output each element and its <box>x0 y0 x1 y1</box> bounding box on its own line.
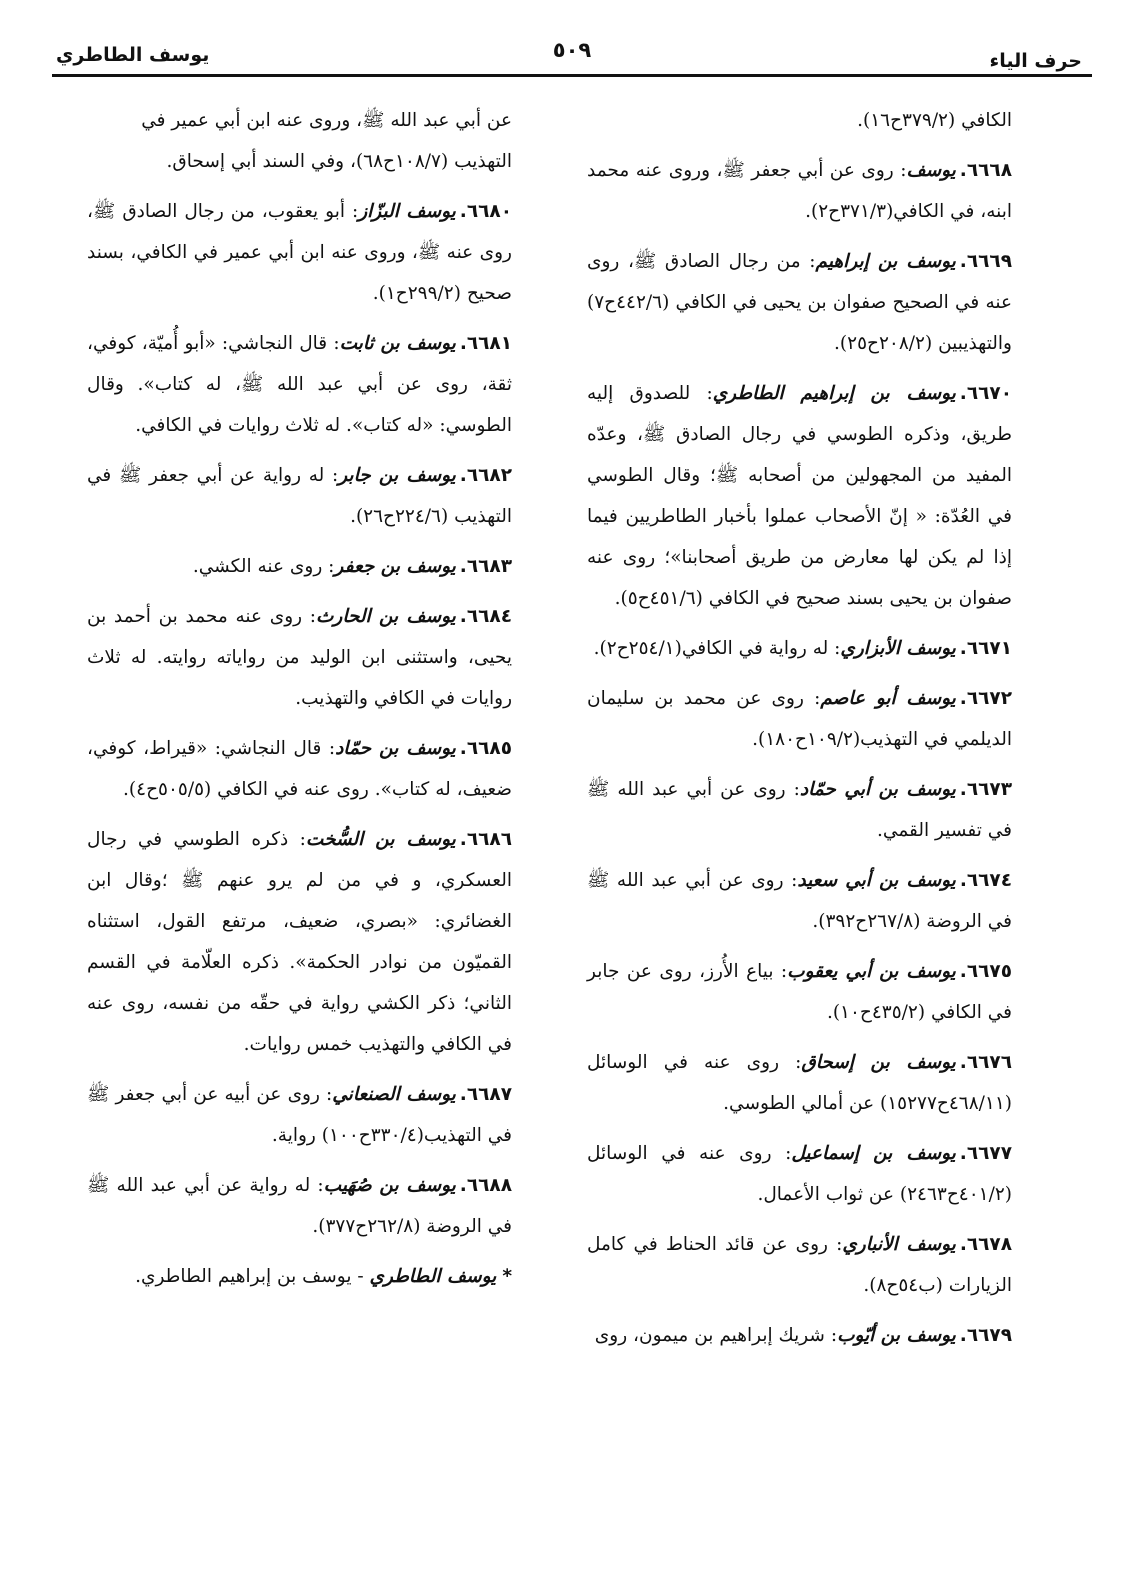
entry-name: يوسف بن جعفر <box>334 556 456 577</box>
entry-text: : روى عنه في الوسائل (٤٠١/٢ح٢٤٦٣) عن ثواب الأعمال. <box>587 1143 1012 1205</box>
entry-name: يوسف بن حمّاد <box>335 738 456 759</box>
entry-name: يوسف بن أبي حمّاد <box>799 779 956 800</box>
biography-entry <box>587 678 1012 760</box>
entry-number: ٦٦٧٤. <box>959 870 1013 891</box>
entry-text: الكافي (٣٧٩/٢ح١٦). <box>857 110 1012 131</box>
entry-number: ٦٦٧٥. <box>959 961 1012 982</box>
entry-number: ٦٦٧٨. <box>959 1234 1013 1255</box>
entry-name: يوسف بن أبي يعقوب <box>787 961 956 982</box>
entry-number: ٦٦٦٩. <box>959 251 1012 272</box>
entry-text: : روى عن قائد الحناط في كامل الزيارات (ب٥٤ح٨). <box>587 1234 1012 1296</box>
entry-text: : له رواية عن أبي عبد الله ﷺ في الروضة (٢٦٢/٨ح٣٧٧). <box>87 1175 512 1237</box>
entry-text: : بياع الأُرز، روى عن جابر في الكافي (٤٣٥/٢ح١٠). <box>587 961 1012 1023</box>
entry-name: يوسف بن إسماعيل <box>791 1143 956 1164</box>
entry-text: عن أبي عبد الله ﷺ، وروى عنه ابن أبي عمير في التهذيب (١٠٨/٧ح٦٨)، وفي السند أبي إسحاق. <box>141 110 512 172</box>
entry-number: ٦٦٧١. <box>959 638 1012 659</box>
entry-name: يوسف بن ثابت <box>339 333 456 354</box>
entry-number: ٦٦٨٦. <box>459 829 512 850</box>
entry-number: ٦٦٧٦. <box>959 1052 1012 1073</box>
header-section-title: حرف الياء <box>989 50 1082 72</box>
biography-entry <box>587 1315 1012 1356</box>
entry-text: : من رجال الصادق ﷺ، روى عنه في الصحيح صفوان بن يحيى في الكافي (٤٤٢/٦ح٧) والتهذيبين (٢٠٨/٢ح٢٥). <box>587 251 1012 354</box>
entry-name: يوسف <box>906 160 956 181</box>
biography-entry <box>87 1165 512 1247</box>
biography-entry <box>87 1256 512 1297</box>
entry-number: ٦٦٨٣. <box>459 556 512 577</box>
biography-entry <box>587 150 1012 232</box>
entry-name: يوسف الأنباري <box>842 1234 956 1255</box>
entry-name: يوسف بن إسحاق <box>801 1052 956 1073</box>
header-rule <box>52 74 1092 77</box>
entry-name: يوسف بن السُّخت <box>305 829 456 850</box>
entry-text: : روى عن أبي جعفر ﷺ، وروى عنه محمد ابنه، في الكافي(٣٧١/٣ح٢). <box>587 160 1012 222</box>
left-column <box>87 100 512 1306</box>
entry-number: ٦٦٨٢. <box>459 465 512 486</box>
entry-text: : للصدوق إليه طريق، وذكره الطوسي في رجال الصادق ﷺ، وعدّه المفيد من المجهولين من أصحابه ﷺ؛ وقال الطوسي في العُدّة: « إنّ الأصحاب عملوا بأخبار الطاطريين فيما إذا لم يكن لها معارض من طريق أصحابنا»؛ روى عنه صفوان بن يحيى بسند صحيح في الكافي (٤٥١/٦ح٥). <box>587 383 1012 609</box>
entry-number: ٦٦٦٨. <box>959 160 1012 181</box>
entry-text: : ذكره الطوسي في رجال العسكري، و في من لم يرو عنهم ﷺ ؛وقال ابن الغضائري: «بصري، ضعيف، مرتفع القول، استثناه القميّون من نوادر الحكمة». ذكره العلّامة في القسم الثاني؛ ذكر الكشي رواية في حقّه من نفسه، روى عنه في الكافي والتهذيب خمس روايات. <box>87 829 512 1055</box>
page-number: ٥٠٩ <box>552 38 592 62</box>
biography-entry <box>87 546 512 587</box>
biography-entry <box>87 596 512 719</box>
entry-name: يوسف البزّاز <box>358 201 456 222</box>
biography-entry <box>587 1133 1012 1215</box>
entry-text: : روى عن محمد بن سليمان الديلمي في التهذيب(١٠٩/٢ح١٨٠). <box>587 688 1012 750</box>
biography-entry <box>587 628 1012 669</box>
entry-text: : أبو يعقوب، من رجال الصادق ﷺ، روى عنه ﷺ، وروى عنه ابن أبي عمير في الكافي، بسند صحيح (٢٩٩/٢ح١). <box>87 201 512 304</box>
entry-text: - يوسف بن إبراهيم الطاطري. <box>135 1266 370 1287</box>
entry-text: : قال النجاشي: «قيراط، كوفي، ضعيف، له كتاب». روى عنه في الكافي (٥٠٥/٥ح٤). <box>87 738 512 800</box>
biography-entry <box>87 323 512 446</box>
entry-number: ٦٦٧٧. <box>959 1143 1012 1164</box>
entry-name: يوسف بن إبراهيم <box>815 251 956 272</box>
entry-number: ٦٦٨٤. <box>459 606 512 627</box>
entry-number: ٦٦٨٧. <box>459 1084 512 1105</box>
entry-number: ٦٦٨٨. <box>459 1175 512 1196</box>
biography-entry <box>587 951 1012 1033</box>
entry-text: : له رواية في الكافي(٢٥٤/١ح٢). <box>593 638 841 659</box>
entry-text: : روى عن أبيه عن أبي جعفر ﷺ في التهذيب(٣٣٠/٤ح١٠٠) رواية. <box>87 1084 512 1146</box>
biography-entry <box>87 728 512 810</box>
entry-number: ٦٦٧٢. <box>959 688 1012 709</box>
entry-number: ٦٦٨١. <box>459 333 513 354</box>
entry-number: ٦٦٨٠. <box>459 201 512 222</box>
entry-text: : روى عنه في الوسائل (٤٦٨/١١ح١٥٢٧٧) عن أمالي الطوسي. <box>587 1052 1012 1114</box>
entry-name: يوسف بن صُهَيب <box>323 1175 456 1196</box>
entry-text: : روى عن أبي عبد الله ﷺ في الروضة (٢٦٧/٨ح٣٩٢). <box>587 870 1012 932</box>
biography-entry <box>87 191 512 314</box>
entry-text: : روى عنه محمد بن أحمد بن يحيى، واستثنى ابن الوليد من رواياته روايته. له ثلاث روايات في الكافي والتهذيب. <box>87 606 512 709</box>
entry-name: يوسف أبو عاصم <box>820 688 956 709</box>
entry-text: : له رواية عن أبي جعفر ﷺ في التهذيب (٢٢٤/٦ح٢٦). <box>87 465 512 527</box>
biography-entry <box>587 373 1012 619</box>
entry-text: : قال النجاشي: «أبو أُميّة، كوفي، ثقة، روى عن أبي عبد الله ﷺ، له كتاب». وقال الطوسي: «له كتاب». له ثلاث روايات في الكافي. <box>87 333 512 436</box>
entry-text: : شريك إبراهيم بن ميمون، روى <box>594 1325 838 1346</box>
entry-name: يوسف الأبزاري <box>840 638 956 659</box>
entry-text: : روى عنه الكشي. <box>192 556 335 577</box>
biography-entry <box>87 455 512 537</box>
page-header <box>52 36 1092 70</box>
entry-name: يوسف بن أبي سعيد <box>797 870 956 891</box>
entry-name: يوسف بن الحارث <box>315 606 456 627</box>
entry-name: يوسف بن أيّوب <box>837 1325 956 1346</box>
entry-number: * <box>502 1266 512 1287</box>
continued-entry <box>587 100 1012 141</box>
entry-name: يوسف الصنعاني <box>332 1084 456 1105</box>
entry-name: يوسف الطاطري <box>369 1266 497 1287</box>
entry-name: يوسف بن إبراهيم الطاطري <box>712 383 956 404</box>
entry-number: ٦٦٧٣. <box>959 779 1012 800</box>
header-running-title: يوسف الطاطري <box>56 44 210 66</box>
entry-name: يوسف بن جابر <box>338 465 456 486</box>
entry-number: ٦٦٧٠. <box>959 383 1012 404</box>
biography-entry <box>587 1042 1012 1124</box>
biography-entry <box>87 1074 512 1156</box>
right-column <box>587 100 1012 1365</box>
biography-entry <box>587 241 1012 364</box>
biography-entry <box>87 819 512 1065</box>
biography-entry <box>587 860 1012 942</box>
entry-number: ٦٦٨٥. <box>459 738 512 759</box>
entry-text: : روى عن أبي عبد الله ﷺ في تفسير القمي. <box>587 779 1012 841</box>
biography-entry <box>587 769 1012 851</box>
continued-entry <box>87 100 512 182</box>
biography-entry <box>587 1224 1012 1306</box>
entry-number: ٦٦٧٩. <box>959 1325 1012 1346</box>
